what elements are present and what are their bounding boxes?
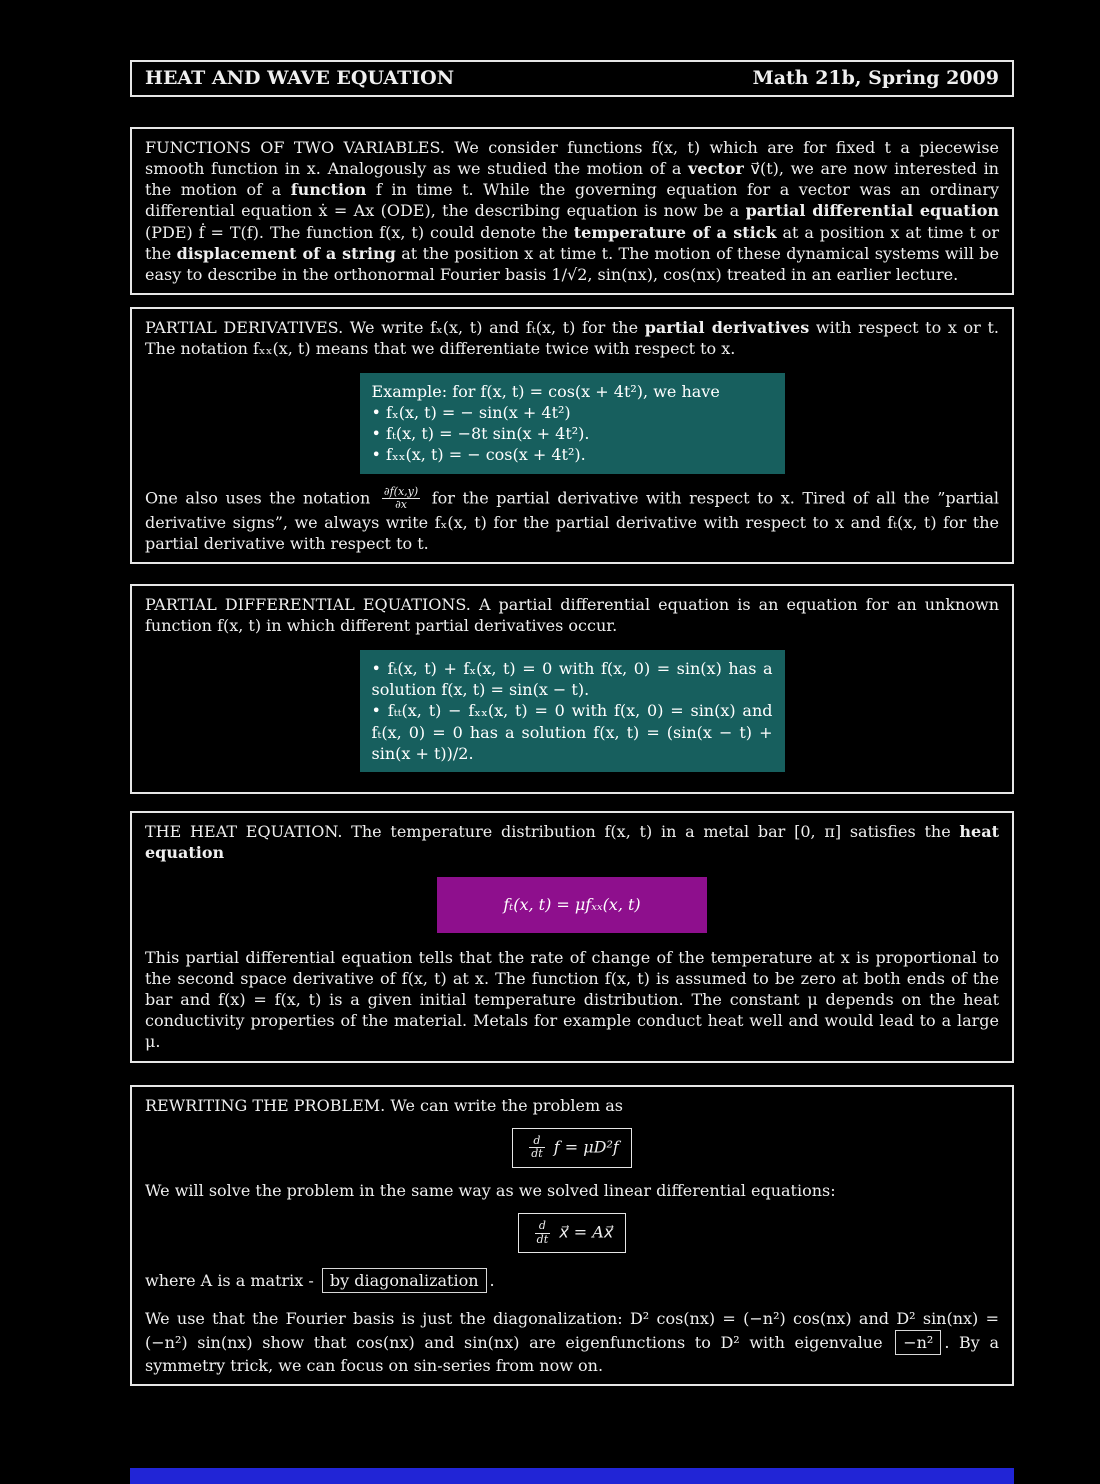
pde-example-item: • fₜₜ(x, t) − fₓₓ(x, t) = 0 with f(x, 0) = sin(x) and fₜ(x, 0) = 0 has a solution f(x, t) = (sin(x − t) + sin(x + t))/2. [371,701,773,763]
derivatives-example-box [360,373,785,473]
pde-intro: PARTIAL DIFFERENTIAL EQUATIONS. A partial differential equation is an equation for an unknown function f(x, t) in which different partial derivatives occur. [145,595,999,636]
heat-equation-formula: fₜ(x, t) = μfₓₓ(x, t) [503,895,641,915]
matrix-diagonalization-line: where A is a matrix - by diagonalization . [145,1268,999,1293]
section-partial-derivatives [130,307,1014,564]
functions-paragraph: FUNCTIONS OF TWO VARIABLES. We consider functions f(x, t) which are for fixed t a piecewise smooth function in x. Analogously as we studied the motion of a vector v⃗(t), we are now interested in the motion of a function f in time t. While the governing equation for a vector was an ordinary differential equation ẋ = Ax (ODE), the describing equation is now be a partial differential equation (PDE) ḟ = T(f). The function f(x, t) could denote the temperature of a stick at a position x at time t or the displacement of a string at the position x at time t. The motion of these dynamical systems will be easy to describe in the orthonormal Fourier basis 1/√2, sin(nx), cos(nx) treated in an earlier lecture. [145,138,1000,284]
page-title: HEAT AND WAVE EQUATION [145,67,455,89]
ddt-fraction: $\frac{d}{dt}$ [536,1219,549,1246]
example-line: • fₓ(x, t) = − sin(x + 4t²) [371,403,571,423]
equation-1-formula: f = μD²f [553,1137,619,1157]
pde-example-item: • fₜ(x, t) + fₓ(x, t) = 0 with f(x, 0) = sin(x) has a solution f(x, t) = sin(x − t). [371,659,773,700]
page [0,60,1100,1484]
pde-example-box [360,650,785,772]
content-column [130,60,1014,1386]
section-functions-of-two-variables [130,127,1014,295]
partial-derivatives-intro: PARTIAL DERIVATIVES. We write fₓ(x, t) and fₜ(x, t) for the partial derivatives with respect to x or t. The notation fₓₓ(x, t) means that we differentiate twice with respect to x. [145,317,999,358]
partial-derivatives-outro: One also uses the notation $\frac{\partial f(x,y)}{\partial x}$ for the partial derivative with respect to x. Tired of all the ”partial derivative signs”, we always write fₓ(x, t) for the partial derivative with respect to x and fₜ(x, t) for the partial derivative with respect to t. [145,484,1000,553]
example-line: • fₓₓ(x, t) = − cos(x + 4t²). [371,445,586,465]
header-box [130,60,1014,97]
heat-equation-highlight-box [437,877,707,933]
section-heat-equation [130,811,1014,1063]
section-rewriting-the-problem [130,1085,1014,1386]
equation-2-wrapper [145,1213,999,1253]
rewriting-solve-line: We will solve the problem in the same way as we solved linear differential equations: [145,1180,836,1200]
ddt-fraction: $\frac{d}{dt}$ [531,1133,543,1161]
equation-2-box [518,1213,627,1253]
fourier-basis-paragraph: We use that the Fourier basis is just the diagonalization: D² cos(nx) = (−n²) cos(nx) and D² sin(nx) = (−n²) sin(nx) show that cos(nx) and sin(nx) are eigenfunctions to D² with eigenvalue −n² . By a symmetry trick, we can focus on sin-series from now on. [145,1309,1000,1375]
section-partial-differential-equations [130,584,1014,794]
rewriting-intro: REWRITING THE PROBLEM. We can write the problem as [145,1095,624,1115]
equation-1-wrapper [145,1128,999,1168]
course-label: Math 21b, Spring 2009 [752,67,999,89]
heat-equation-intro: THE HEAT EQUATION. The temperature distribution f(x, t) in a metal bar [0, π] satisfies the heat equation [145,821,999,862]
example-line: Example: for f(x, t) = cos(x + 4t²), we have [371,382,720,402]
equation-1-box [512,1128,632,1168]
example-line: • fₜ(x, t) = −8t sin(x + 4t²). [371,424,590,444]
bottom-blue-strip [130,1468,1014,1484]
heat-equation-body: This partial differential equation tells that the rate of change of the temperature at x is proportional to the second space derivative of f(x, t) at x. The function f(x, t) is assumed to be zero at both ends of the bar and f(x) = f(x, t) is a given initial temperature distribution. The constant μ depends on the heat conductivity properties of the material. Metals for example conduct heat well and would lead to a large μ. [145,947,999,1052]
equation-2-formula: x⃗ = Ax⃗ [559,1222,614,1242]
